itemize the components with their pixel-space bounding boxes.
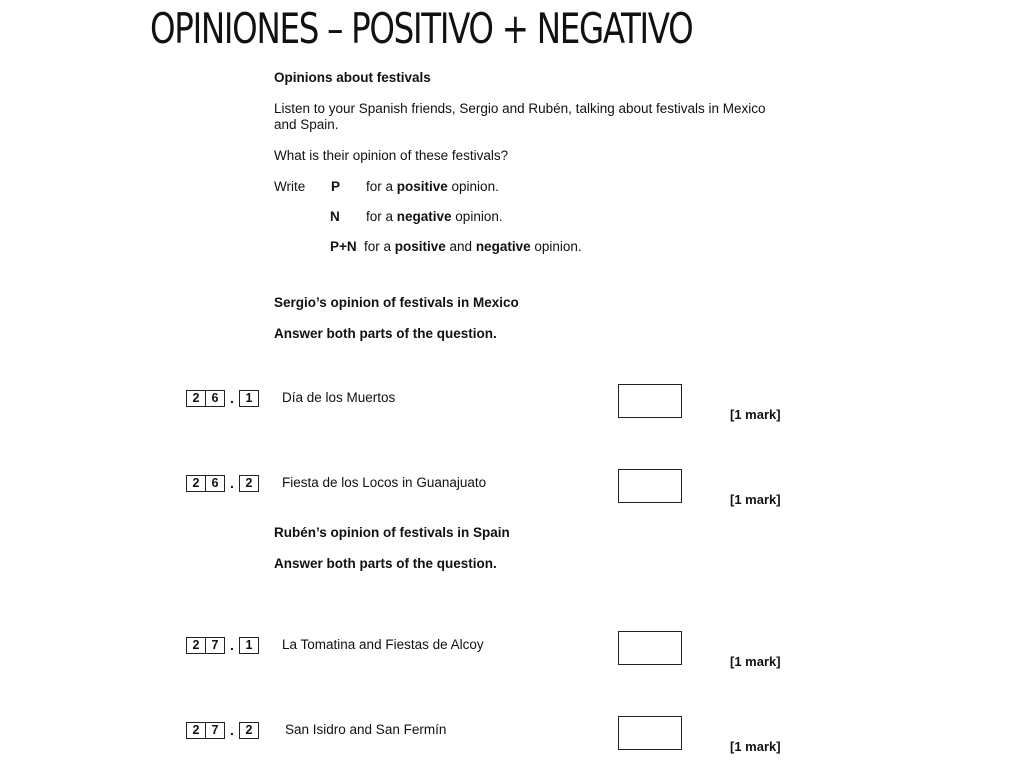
- question-digit: 2: [186, 637, 206, 654]
- sergio-section-subheading: Answer both parts of the question.: [274, 326, 497, 341]
- answer-box[interactable]: [618, 384, 682, 418]
- intro-text: Listen to your Spanish friends, Sergio and Rubén, talking about festivals in Mexico and Spain.: [274, 101, 766, 132]
- code-n-description: for a negative opinion.: [366, 209, 503, 224]
- question-digit: 2: [186, 722, 206, 739]
- question-digit: 7: [206, 722, 225, 739]
- code-pn: P+N: [330, 239, 357, 254]
- code-pn-description: for a positive and negative opinion.: [364, 239, 582, 254]
- code-n: N: [330, 209, 340, 224]
- section-heading: Opinions about festivals: [274, 70, 431, 85]
- sergio-section-heading: Sergio’s opinion of festivals in Mexico: [274, 295, 519, 310]
- question-number: 2 7 . 2: [186, 722, 259, 738]
- ruben-section-subheading: Answer both parts of the question.: [274, 556, 497, 571]
- item-label: San Isidro and San Fermín: [285, 722, 447, 737]
- code-p: P: [331, 179, 341, 194]
- question-number: 2 7 . 1: [186, 637, 259, 653]
- question-number: 2 6 . 1: [186, 390, 259, 406]
- code-p-description: for a positive opinion.: [366, 179, 499, 194]
- question-digit: 2: [186, 390, 206, 407]
- question-digit: 2: [186, 475, 206, 492]
- question-digit: 6: [206, 475, 225, 492]
- item-label: Día de los Muertos: [282, 390, 396, 405]
- write-label: Write: [274, 179, 306, 194]
- question-part: 2: [239, 475, 259, 492]
- question-part: 1: [239, 637, 259, 654]
- ruben-section-heading: Rubén’s opinion of festivals in Spain: [274, 525, 510, 540]
- answer-box[interactable]: [618, 631, 682, 665]
- question-digit: 7: [206, 637, 225, 654]
- mark-label: [1 mark]: [730, 492, 781, 507]
- answer-box[interactable]: [618, 716, 682, 750]
- item-label: La Tomatina and Fiestas de Alcoy: [282, 637, 484, 652]
- answer-box[interactable]: [618, 469, 682, 503]
- question-digit: 6: [206, 390, 225, 407]
- question-number: 2 6 . 2: [186, 475, 259, 491]
- mark-label: [1 mark]: [730, 739, 781, 754]
- question-part: 2: [239, 722, 259, 739]
- question-text: What is their opinion of these festivals?: [274, 148, 509, 163]
- mark-label: [1 mark]: [730, 654, 781, 669]
- item-label: Fiesta de los Locos in Guanajuato: [282, 475, 487, 490]
- slide-title: OPINIONES – POSITIVO + NEGATIVO: [150, 4, 693, 53]
- question-part: 1: [239, 390, 259, 407]
- mark-label: [1 mark]: [730, 407, 781, 422]
